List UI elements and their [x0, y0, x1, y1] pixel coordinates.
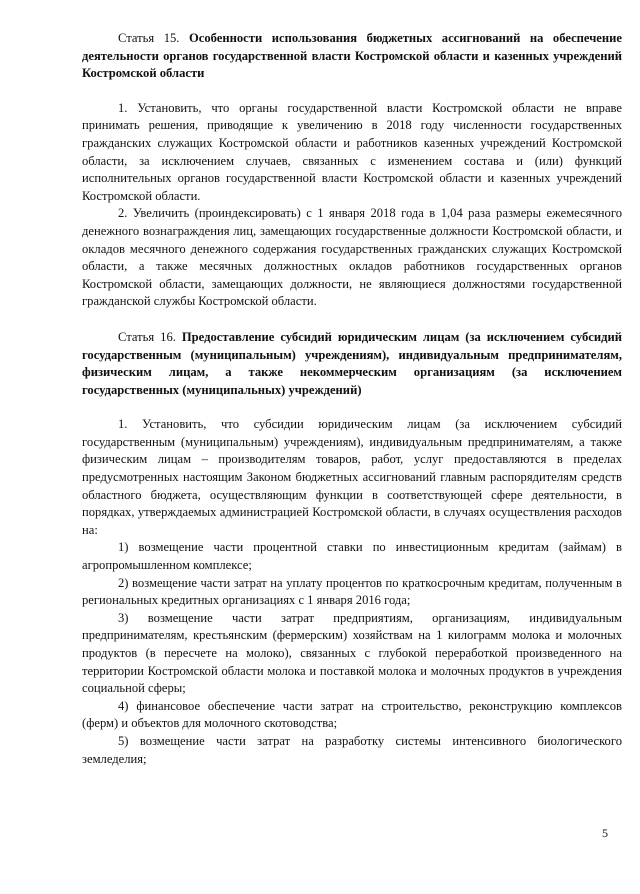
- document-page: [82, 30, 622, 768]
- article-15-paragraph-2: 2. Увеличить (проиндексировать) с 1 января 2018 года в 1,04 раза размеры ежемесячного денежного вознаграждения лиц, замещающих государственные должности Костромской области, и окладов месячного денежного содержания государственных гражданских служащих Костромской области, а также месячных должностных окладов работников государственных органов Костромской области, замещающих должности, не являющиеся должностями государственной гражданской службы Костромской области.: [82, 206, 622, 309]
- article-16-item-2: 2) возмещение части затрат на уплату процентов по краткосрочным кредитам, полученным в региональных кредитных организациях с 1 января 2016 года;: [82, 575, 622, 608]
- article-16-item-5: 5) возмещение части затрат на разработку системы интенсивного биологического земледелия;: [82, 733, 622, 766]
- article-15-heading: [82, 30, 622, 83]
- article-15-title: Особенности использования бюджетных ассигнований на обеспечение деятельности органов государственной власти Костромской области и казенных учреждений Костромской области: [82, 31, 622, 81]
- article-16-paragraph-1: 1. Установить, что субсидии юридическим лицам (за исключением субсидий государственным (муниципальным) учреждениям), индивидуальным предпринимателям, а также физическим лицам – производителям товаров, работ, услуг предоставляются в пределах предусмотренных настоящим Законом бюджетных ассигнований главным распорядителям средств областного бюджета, осуществляющим функции в соответствующей сфере деятельности, в порядках, утверждаемых администрацией Костромской области, в случаях осуществления расходов на:: [82, 417, 622, 537]
- article-16-item-3: 3) возмещение части затрат предприятиям, организациям, индивидуальным предпринимателям, крестьянским (фермерским) хозяйствам на 1 килограмм молока и молочных продуктов (в пересчете на молоко), связанных с глубокой переработкой произведенного на территории Костромской области молока и поставкой молока и молочных продуктов в учреждения социальной сферы;: [82, 610, 622, 696]
- article-16-label: Статья 16.: [118, 329, 176, 344]
- page-number: 5: [602, 826, 608, 840]
- article-15-label: Статья 15.: [118, 31, 180, 45]
- article-15-paragraph-1: 1. Установить, что органы государственной власти Костромской области не вправе принимать решения, приводящие к увеличению в 2018 году численности государственных гражданских служащих Костромской области и работников казенных учреждений Костромской области, за исключением случаев, связанных с изменением состава и (или) функций исполнительных органов государственной власти Костромской области и казенных учреждений Костромской области.: [82, 100, 622, 203]
- article-16-heading: [82, 329, 622, 399]
- article-16-item-1: 1) возмещение части процентной ставки по инвестиционным кредитам (займам) в агропромышленном комплексе;: [82, 540, 622, 573]
- article-16-title: Предоставление субсидий юридическим лицам (за исключением субсидий государственным (муниципальным) учреждениям), индивидуальным предпринимателям, физическим лицам, а также некоммерческим организациям (за исключением государственных (муниципальных) учреждений): [82, 329, 623, 397]
- article-16-item-4: 4) финансовое обеспечение части затрат на строительство, реконструкцию комплексов (ферм) и объектов для молочного скотоводства;: [82, 698, 622, 731]
